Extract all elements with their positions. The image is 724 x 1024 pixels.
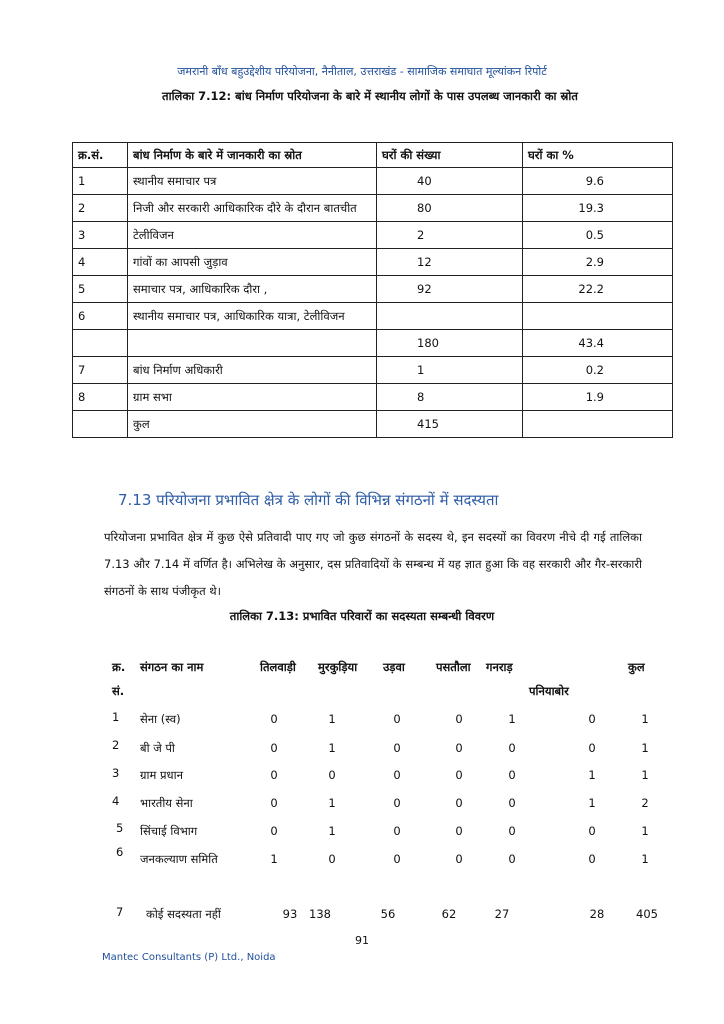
cell-source: कुल [128,411,377,438]
table-row [73,222,673,249]
row-value: 0 [270,768,278,782]
row-value: 1 [508,712,516,726]
row-value: 1 [588,768,596,782]
row-value: 0 [270,741,278,755]
row-value: 0 [393,741,401,755]
cell-sno: 3 [73,222,128,249]
cell-count: 2 [377,222,523,249]
cell-sno: 8 [73,384,128,411]
table-total-row [73,411,673,438]
cell-sno: 2 [73,195,128,222]
row-sno: 3 [112,766,120,780]
row-value: 0 [588,824,596,838]
row-value: 0 [270,796,278,810]
cell-sno: 7 [73,357,128,384]
row-sno: 6 [116,845,124,859]
row-org-name: कोई सदस्यता नहीं [146,907,221,921]
row-value: 0 [393,824,401,838]
cell-percent: 22.2 [523,276,673,303]
table-7-13-caption: तालिका 7.13: प्रभावित परिवारों का सदस्यता सम्बन्धी विवरण [229,609,495,623]
cell-sno: 6 [73,303,128,330]
cell-count: 8 [377,384,523,411]
row-sno: 1 [112,710,120,724]
cell-sno: 5 [73,276,128,303]
row-value: 0 [588,852,596,866]
row-value: 1 [328,712,336,726]
row-value: 1 [328,796,336,810]
header-udwa: उड़वा [383,660,405,674]
cell-source: टेलीविजन [128,222,377,249]
row-value: 0 [455,768,463,782]
header-sno: क्र.सं. [73,143,128,168]
row-value: 0 [328,768,336,782]
row-value: 0 [455,712,463,726]
header-pastaula: पसतौला [436,660,471,674]
row-value: 1 [641,741,649,755]
header-paniyabor: पनियाबोर [529,684,569,698]
row-org-name: सेना (स्व) [140,712,181,726]
header-total: कुल [628,660,645,674]
row-sno: 2 [112,738,120,752]
row-sno: 4 [112,794,120,808]
header-ganrad: गनराड़ [486,660,513,674]
table-7-12 [72,142,673,438]
cell-percent: 1.9 [523,384,673,411]
row-value: 405 [636,907,658,921]
page-number: 91 [355,934,369,947]
table-row [73,195,673,222]
section-title: 7.13 परियोजना प्रभावित क्षेत्र के लोगों की विभिन्न संगठनों में सदस्यता [118,491,499,509]
row-value: 56 [380,907,396,921]
cell-source: स्थानीय समाचार पत्र, आधिकारिक यात्रा, टेलीविजन [128,303,377,330]
row-org-name: जनकल्याण समिति [140,852,218,866]
header-tilwadi: तिलवाड़ी [260,660,296,674]
table-row [73,357,673,384]
row-org-name: बी जे पी [140,741,175,755]
cell-source: गांवों का आपसी जुड़ाव [128,249,377,276]
row-value: 1 [328,741,336,755]
row-value: 28 [589,907,605,921]
row-value: 1 [588,796,596,810]
row-value: 1 [641,712,649,726]
row-value: 0 [508,796,516,810]
header-murkudiya: मुरकुड़िया [318,660,358,674]
table-row [73,330,673,357]
row-org-name: सिंचाई विभाग [140,824,198,838]
row-value: 0 [393,852,401,866]
row-value: 0 [455,796,463,810]
header-percent: घरों का % [523,143,673,168]
header-households: घरों की संख्या [377,143,523,168]
row-value: 0 [455,741,463,755]
row-value: 0 [393,712,401,726]
cell-count: 180 [377,330,523,357]
cell-percent: 2.9 [523,249,673,276]
cell-count: 415 [377,411,523,438]
header-sno-b: सं. [112,684,125,698]
header-org: संगठन का नाम [140,660,204,674]
row-value: 1 [328,824,336,838]
cell-source: बांध निर्माण अधिकारी [128,357,377,384]
cell-sno [73,330,128,357]
cell-count: 40 [377,168,523,195]
row-value: 138 [309,907,331,921]
row-value: 1 [641,768,649,782]
header-source: बांध निर्माण के बारे में जानकारी का स्रोत [128,143,377,168]
row-value: 0 [270,824,278,838]
row-value: 0 [393,768,401,782]
row-value: 0 [508,852,516,866]
cell-percent: 43.4 [523,330,673,357]
cell-percent: 0.5 [523,222,673,249]
cell-percent [523,411,673,438]
cell-source: समाचार पत्र, आधिकारिक दौरा , [128,276,377,303]
table-row [73,303,673,330]
row-value: 93 [282,907,298,921]
footer-company: Mantec Consultants (P) Ltd., Noida [102,952,276,963]
table-row [73,276,673,303]
row-value: 1 [270,852,278,866]
cell-percent [523,303,673,330]
row-org-name: भारतीय सेना [140,796,193,810]
cell-source: स्थानीय समाचार पत्र [128,168,377,195]
cell-source: निजी और सरकारी आधिकारिक दौरे के दौरान बातचीत [128,195,377,222]
cell-percent: 0.2 [523,357,673,384]
row-sno: 7 [116,905,124,919]
cell-sno: 4 [73,249,128,276]
table-7-12-caption: तालिका 7.12: बांध निर्माण परियोजना के बारे में स्थानीय लोगों के पास उपलब्ध जानकारी का स्रोत [162,89,578,103]
row-value: 1 [641,852,649,866]
row-value: 0 [455,824,463,838]
row-value: 1 [641,824,649,838]
row-sno: 5 [116,821,124,835]
row-value: 0 [455,852,463,866]
cell-percent: 9.6 [523,168,673,195]
cell-sno [73,411,128,438]
cell-percent: 19.3 [523,195,673,222]
row-value: 0 [588,741,596,755]
row-value: 0 [508,741,516,755]
row-value: 0 [588,712,596,726]
section-paragraph: परियोजना प्रभावित क्षेत्र में कुछ ऐसे प्रतिवादी पाए गए जो कुछ संगठनों के सदस्य थे, इन सदस्यों का विवरण नीचे दी गई तालिका 7.13 और 7.14 में वर्णित है। अभिलेख के अनुसार, दस प्रतिवादियों के सम्बन्ध में यह ज्ञात हुआ कि वह सरकारी और गैर-सरकारी संगठनों के साथ पंजीकृत थे। [104,530,642,598]
cell-count: 12 [377,249,523,276]
table-row [73,249,673,276]
table-row [73,384,673,411]
row-value: 0 [393,796,401,810]
cell-count: 1 [377,357,523,384]
row-value: 0 [328,852,336,866]
row-value: 0 [508,768,516,782]
row-org-name: ग्राम प्रधान [140,768,183,782]
table-row [73,168,673,195]
header-sno-a: क्र. [112,660,126,674]
cell-count: 80 [377,195,523,222]
cell-sno: 1 [73,168,128,195]
table-header-row [73,143,673,168]
cell-count: 92 [377,276,523,303]
cell-source: ग्राम सभा [128,384,377,411]
row-value: 62 [441,907,457,921]
cell-count [377,303,523,330]
row-value: 0 [508,824,516,838]
row-value: 0 [270,712,278,726]
cell-source [128,330,377,357]
row-value: 27 [494,907,510,921]
report-header: जमरानी बाँध बहुउद्देशीय परियोजना, नैनीताल, उत्तराखंड - सामाजिक समाघात मूल्यांकन रिपोर्ट [177,65,547,78]
row-value: 2 [641,796,649,810]
